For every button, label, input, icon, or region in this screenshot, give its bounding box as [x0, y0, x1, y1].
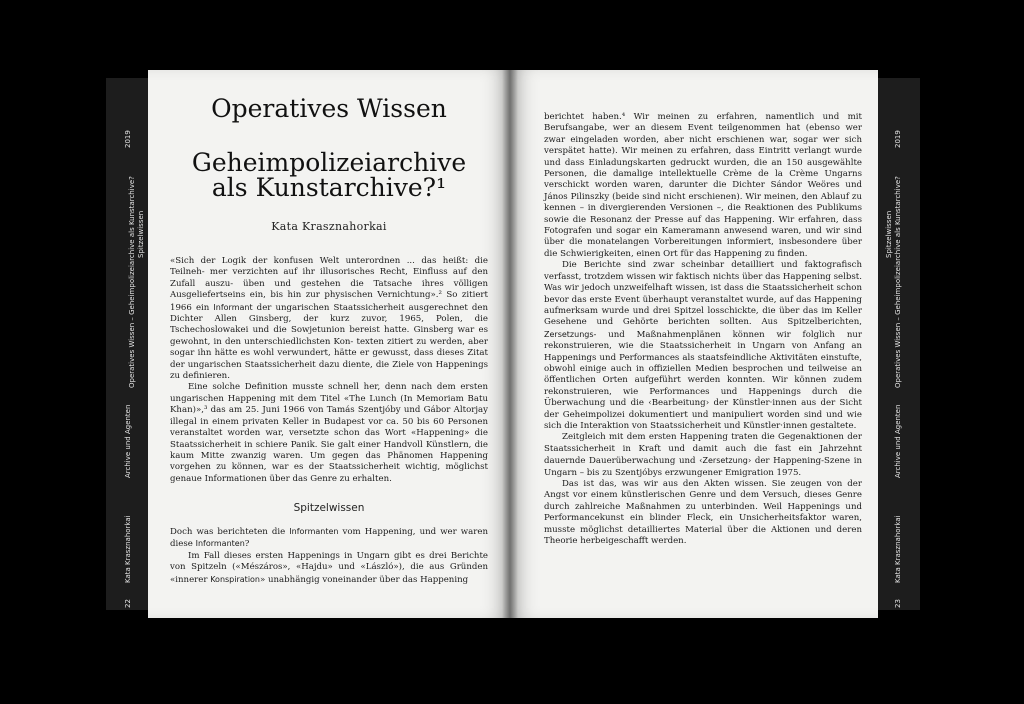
- page-number-left: 22: [124, 599, 132, 608]
- paragraph: Im Fall dieses ersten Happenings in Ungarn gibt es drei Berichte von Spitzeln («Mészáros», «Hajdu» und «László»), die aus Gründen «innerer Konspiration» unabhängig voneinander über das Happening: [170, 550, 488, 585]
- left-page-edge: [106, 78, 148, 610]
- running-author-left: Kata Krasznahorkai: [124, 515, 132, 583]
- text-line: der: [252, 302, 272, 313]
- section-heading: Spitzelwissen: [293, 502, 365, 514]
- text-line: hin zur physischen Vernichtung».² So zitiert 1966 ein: [170, 290, 488, 313]
- text-line: der kurz zuvor, 1965, Polen, die Tschechoslowakei und die Sowjetunion: [170, 314, 488, 336]
- paragraph: berichtet haben.⁴ Wir meinen zu erfahren, namentlich und mit Berufsangabe, wer an diesem Event teilgenommen hat (ebenso wer zwar eingeladen worden, aber nicht erschienen war, sogar wer sich verspätet hatte). Wir meinen zu erfahren, dass Eintritt verlangt wurde und dass Einladungskarten gedruckt wurden, die an 150 ausgewählte Personen, die damalige intellektuelle Crème de la Crème Ungarns verschickt worden waren, darunter die Dichter Sándor Weöres und János Pilinszky (beide sind nicht erschienen). Wir meinen, den Ablauf zu kennen – in divergierenden Versionen –, die Reaktionen des Publikums sowie die Resonanz der Presse auf das Happening. Wir erfahren, dass Fotografen und sogar ein Kameramann anwesend waren, und wir sind über die monatelangen Vorbereitungen informiert, insbesondere über die Schwierigkeiten, einen Ort für das Happening zu finden.: [544, 112, 862, 259]
- page-number-right: 23: [894, 599, 902, 608]
- term-informant: Informant: [213, 302, 253, 312]
- right-page-edge: [878, 78, 920, 610]
- running-section-left: Archive und Agenten: [124, 404, 132, 478]
- year-left: 2019: [124, 130, 132, 148]
- text-line: «Sich der Logik der konfusen Welt unterordnen ... das heißt: die Teilneh-: [170, 256, 488, 278]
- left-page: [148, 70, 510, 618]
- text-line: ungarischen Staatssicherheit ausgerechnet den Dichter Allen Ginsberg,: [170, 302, 488, 325]
- paragraph: Eine solche Definition musste schnell her, denn nach dem ersten ungarischen Happening mit dem Titel «The Lunch (In Memoriam Batu Khan)»,³ das am 25. Juni 1966 von Tamás Szentjóby und Gábor Altorjay illegal in einem privaten Keller in Budapest vor ca. 50 bis 60 Personen veranstaltet worden war, versetzte schon das Wort «Happening» die Staatssicherheit in schiere Panik. Sie galt einer Handvoll Künstlern, die kaum Mitte zwanzig waren. Um gegen das Phänomen Happening vorgehen zu können, war es der Staatssicherheit wichtig, möglichst genaue Informationen über das Genre zu erhalten.: [170, 382, 488, 484]
- left-body-text-2: [170, 526, 488, 586]
- running-section-right: Archive und Agenten: [894, 404, 902, 478]
- paragraph: [170, 256, 488, 382]
- text-line: üben und gestehen die Tatsache ihres völligen Ausgeliefertseins ein, bis: [170, 278, 488, 301]
- left-body-text-1: [170, 256, 488, 485]
- text-line: bereist hatte. Ginsberg war es gewohnt, in den unterschiedlichsten Kon-: [170, 325, 489, 347]
- running-sub-left: Spitzelwissen: [137, 210, 145, 258]
- text-line: die Ziele von Happenings zu definieren.: [170, 359, 489, 382]
- paragraph: Doch was berichteten die Informanten vom Happening, und wer waren diese Informanten?: [170, 527, 489, 550]
- year-right: 2019: [894, 130, 902, 148]
- running-title-right: Operatives Wissen – Geheimpolizeiarchive als Kunstarchive?: [894, 176, 902, 388]
- right-body-text: [544, 112, 862, 547]
- term-zersetzungs: Zersetzungs-: [544, 329, 597, 339]
- text-line: texten zitiert zu werden, aber sogar ihn hätte es wohl verwundert, hätte: [170, 336, 488, 359]
- chapter-subtitle-line-2: als Kunstarchive?¹: [211, 173, 447, 202]
- text-line: mer verzichten auf ihr illusorisches Recht, Einfluss auf den Zufall auszu-: [170, 267, 488, 289]
- book-gutter: [502, 70, 518, 618]
- paragraph: Zeitgleich mit dem ersten Happening traten die Gegenaktionen der Staatssicherheit in Kraft und damit auch die fast ein Jahrzehnt dauernde Dauerüberwachung und ‹Zersetzung› der Happening-Szene in Ungarn – bis zu Szentjóbys erzwungener Emigration 1975.: [544, 432, 862, 478]
- chapter-title: Operatives Wissen: [211, 94, 447, 123]
- term-informanten: Informanten: [289, 527, 339, 536]
- running-title-left: Operatives Wissen – Geheimpolizeiarchive als Kunstarchive?: [128, 176, 136, 388]
- chapter-subtitle-line-1: Geheimpolizeiarchive: [191, 148, 467, 177]
- term-konspiration: Konspiration: [210, 574, 260, 584]
- open-book: [106, 70, 920, 618]
- paragraph: Die Berichte sind zwar scheinbar detailliert und faktografisch verfasst, trotzdem wissen wir faktisch nichts über das Happening selbst. Was wir jedoch unzweifelhaft wissen, ist dass die Staatssicherheit schon bevor das erste Event überhaupt veranstaltet wurde, auf das Happening aufmerksam wurde und drei Spitzel losschickte, die über das im Keller Gesehene und Gehörte berichten sollten. Aus Spitzelberichten, Zersetzungs- und Maßnahmenplänen können wir folglich nur rekonstruieren, wie die Staatssicherheit in Ungarn von Anfang an Happenings und Performances als staatsfeindliche Aktivitäten einstufte, obwohl einige auch in offiziellen Medien besprochen und teilweise an öffentlichen Orten aufgeführt werden konnten. Wir können zudem rekonstruieren, wie Performances und Happenings durch die Überwachung und die ‹Bearbeitung› der Künstler·innen aus der Sicht der Geheimpolizei dokumentiert und manipuliert worden sind und wie sich die Interaktion von Staatssicherheit und Künstler·innen gestaltete.: [544, 260, 862, 431]
- running-sub-right: Spitzelwissen: [885, 210, 893, 258]
- paragraph: Das ist das, was wir aus den Akten wissen. Sie zeugen von der Angst vor einem künstlerischen Genre und dem Versuch, dieses Genre durch zahlreiche Maßnahmen zu unterbinden. Weil Happenings und Performancekunst ein blinder Fleck, ein Unsicherheitsfaktor waren, musste möglichst detailliertes Material über die Aktionen und deren Theorie herbeigeschafft werden.: [544, 479, 862, 547]
- text-line: er gewusst, dass dieses Zitat der ungarischen Staatssicherheit dazu diente,: [170, 348, 488, 370]
- running-author-right: Kata Krasznahorkai: [894, 515, 902, 583]
- chapter-subtitle: [148, 150, 510, 200]
- author-name: Kata Krasznahorkai: [271, 220, 387, 233]
- term-zersetzung: Zersetzung: [702, 456, 748, 466]
- term-informanten: Informanten: [195, 539, 245, 549]
- right-page: [510, 70, 878, 618]
